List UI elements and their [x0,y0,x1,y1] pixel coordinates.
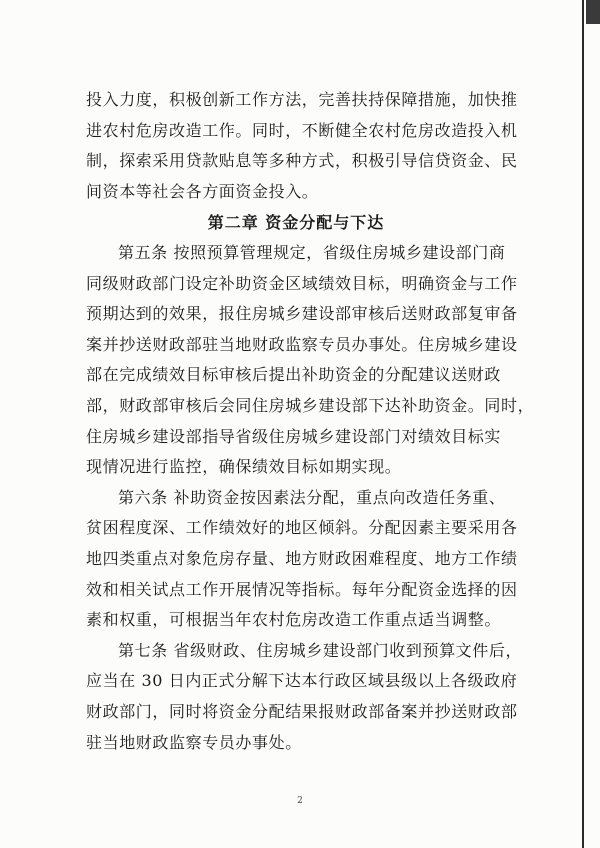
intro-line-3: 制，探索采用贷款贴息等多种方式，积极引导信贷资金、民 [86,151,518,170]
article5-line-1: 第五条 按照预算管理规定，省级住房城乡建设部门商 [118,243,506,262]
article5-line-8: 现情况进行监控，确保绩效目标如期实现。 [86,457,402,476]
article5-line-4: 案并抄送财政部驻当地财政监察专员办事处。住房城乡建设 [86,335,518,354]
article6-line-3: 地四类重点对象危房存量、地方财政困难程度、地方工作绩 [86,549,518,568]
article7-line-3: 财政部门，同时将资金分配结果报财政部备案并抄送财政部 [86,702,518,721]
intro-line-1: 投入力度，积极创新工作方法，完善扶持保障措施，加快推 [86,90,518,109]
article6-line-2: 贫困程度深、工作绩效好的地区倾斜。分配因素主要采用各 [86,518,518,537]
article6-line-5: 素和权重，可根据当年农村危房改造工作重点适当调整。 [86,610,502,629]
scan-corner-mark [586,0,600,24]
intro-line-4: 间资本等社会各方面资金投入。 [86,182,319,201]
page-number: 2 [297,796,303,806]
article6-line-4: 效和相关试点工作开展情况等指标。每年分配资金选择的因 [86,580,518,599]
article5-line-5: 部在完成绩效目标审核后提出补助资金的分配建议送财政 [86,365,502,384]
article7-line-1: 第七条 省级财政、住房城乡建设部门收到预算文件后， [118,641,523,660]
article6-line-1: 第六条 补助资金按因素法分配，重点向改造任务重、 [118,488,506,507]
article5-line-7: 住房城乡建设部指导省级住房城乡建设部门对绩效目标实 [86,427,502,446]
chapter-heading: 第二章 资金分配与下达 [207,213,385,232]
intro-line-2: 进农村危房改造工作。同时，不断健全农村危房改造投入机 [86,121,518,140]
article5-line-3: 预期达到的效果，报住房城乡建设部审核后送财政部复审备 [86,304,518,323]
article7-line-4: 驻当地财政监察专员办事处。 [86,733,302,752]
scan-edge-line [582,0,584,848]
article5-line-2: 同级财政部门设定补助资金区域绩效目标，明确资金与工作 [86,274,518,293]
article7-line-2: 应当在 30 日内正式分解下达本行政区域县级以上各级政府 [86,671,518,690]
article5-line-6: 部，财政部审核后会同住房城乡建设部下达补助资金。同时， [86,396,535,415]
